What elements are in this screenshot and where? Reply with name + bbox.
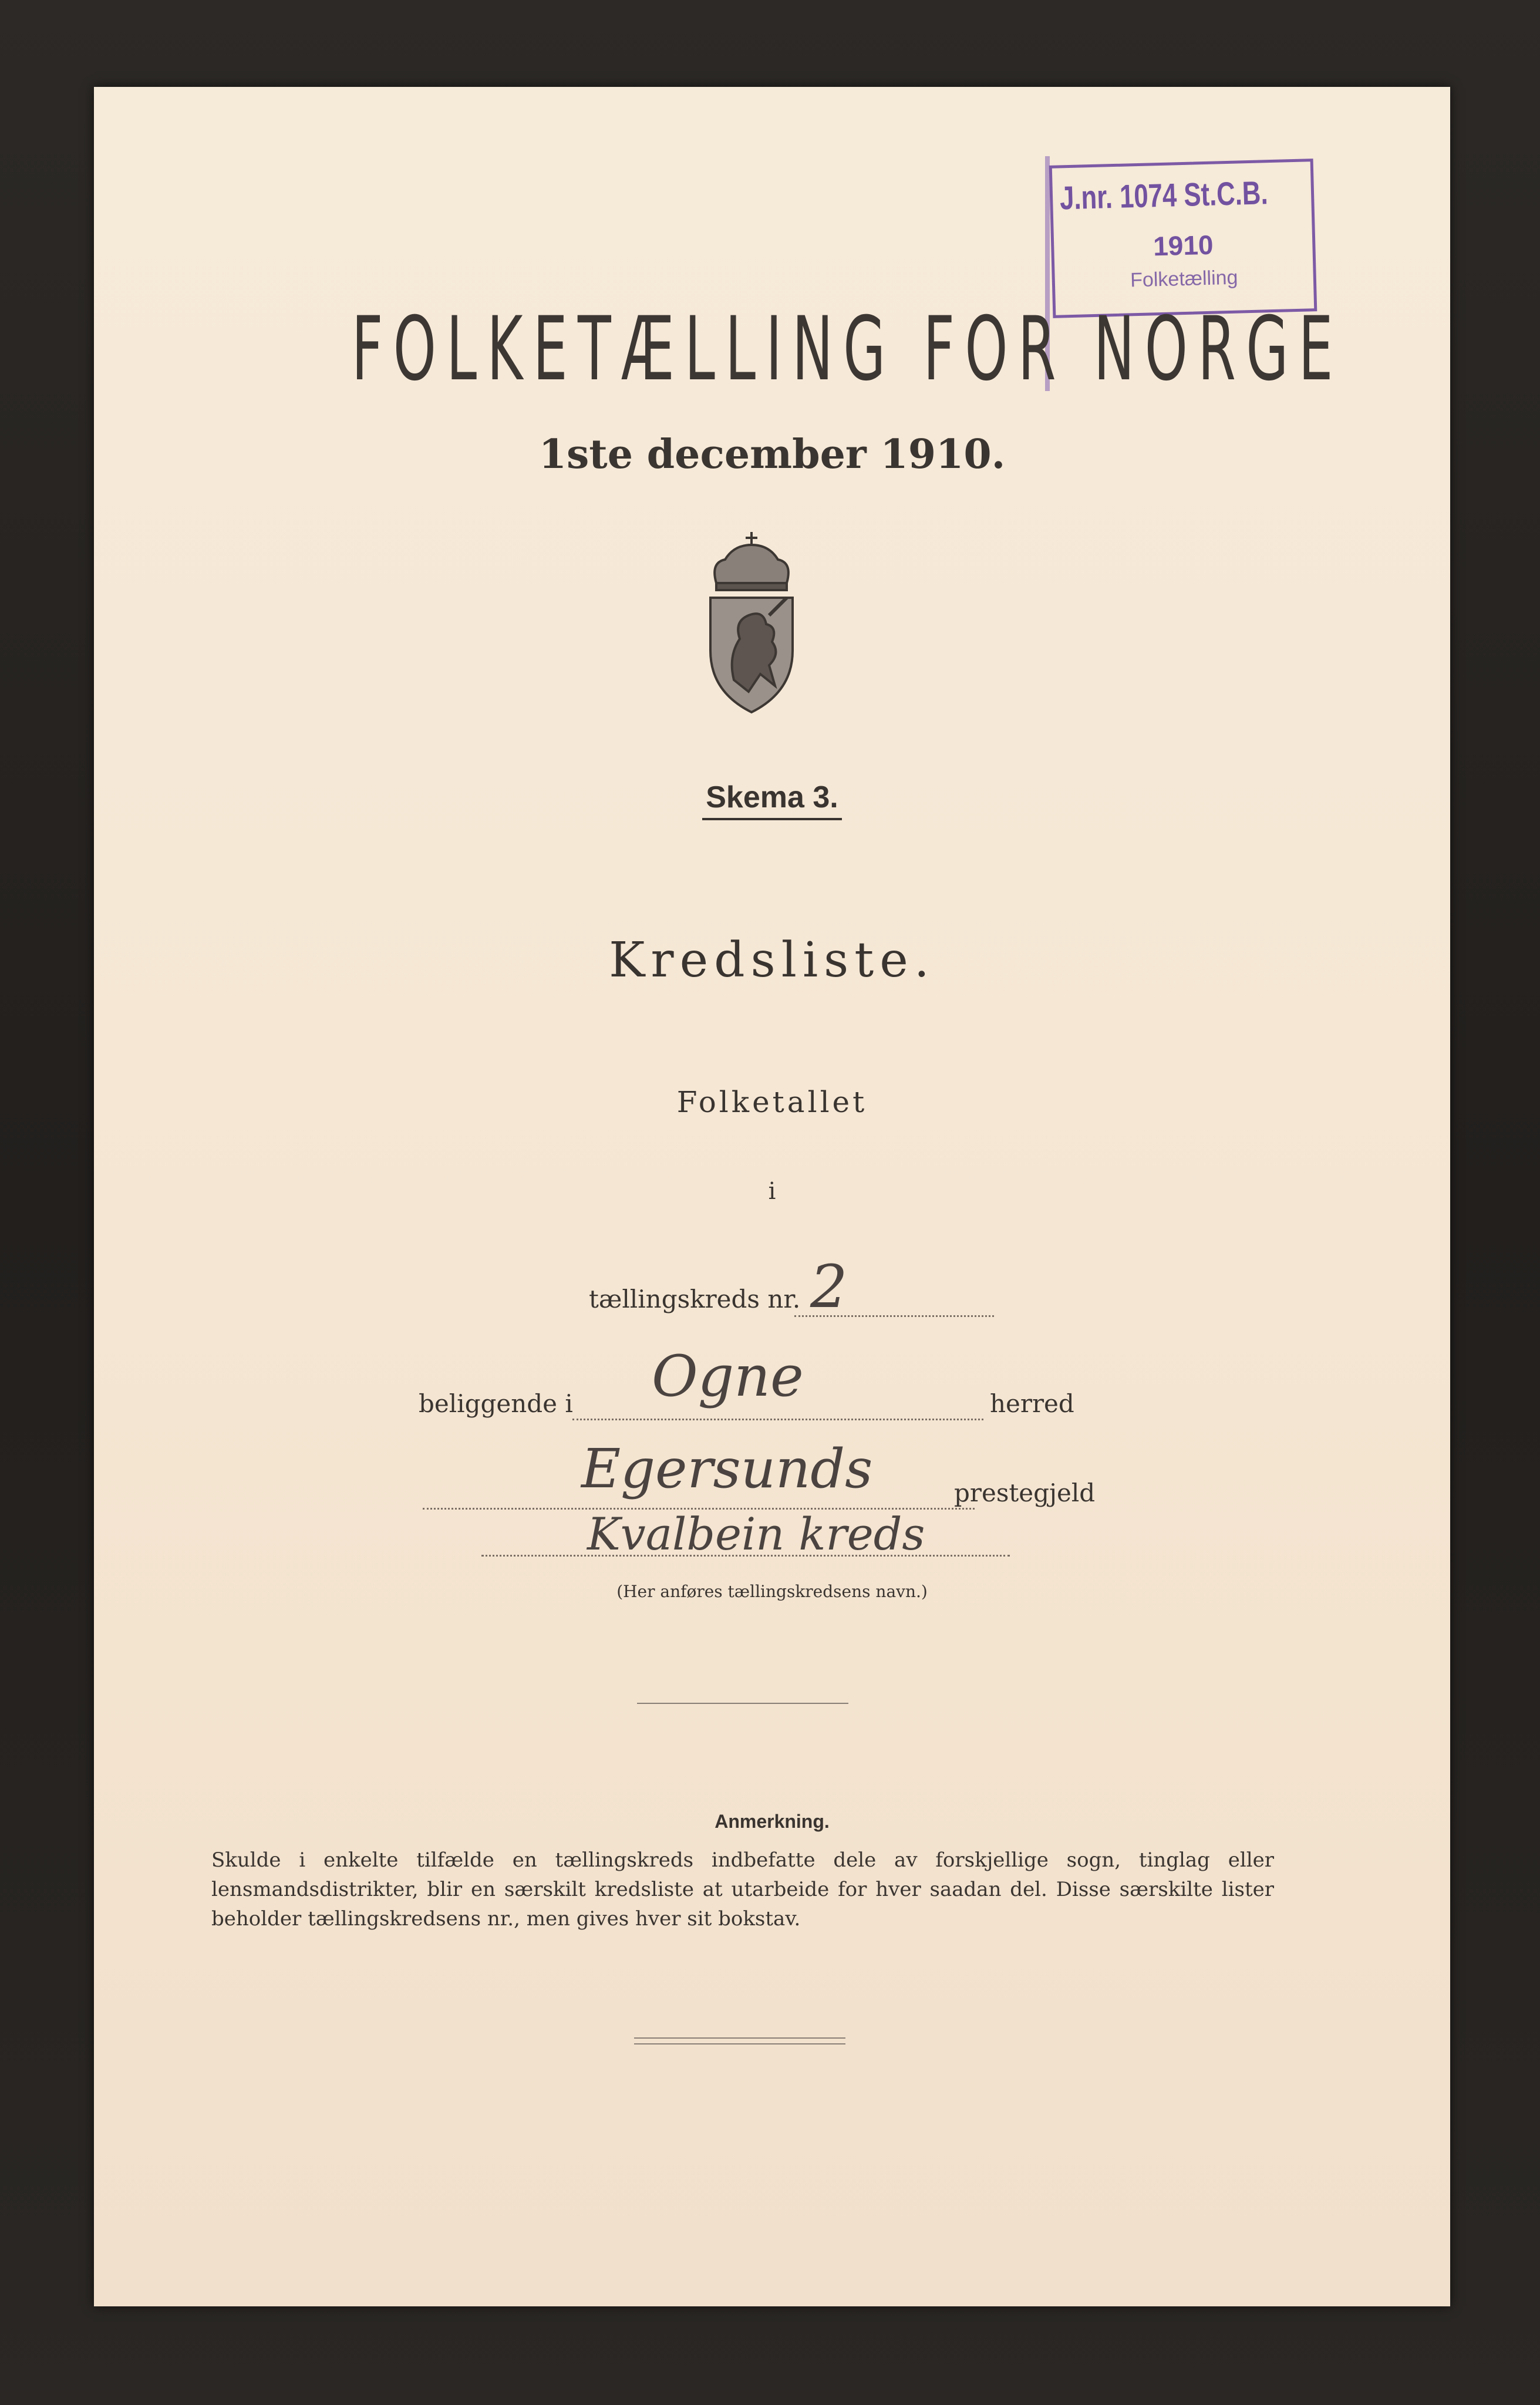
municipality-label: herred [990, 1389, 1074, 1418]
parish-name: Egersunds [581, 1437, 873, 1500]
schema-number [94, 780, 1450, 815]
divider-bottom-2 [634, 2043, 845, 2044]
municipality-fill-line [572, 1419, 983, 1420]
form-title: FOLKETÆLLING FOR NORGE [351, 298, 1343, 400]
census-district-number: 2 [810, 1252, 848, 1321]
census-form-page [94, 87, 1450, 2306]
located-in-label: beliggende i [419, 1389, 573, 1418]
note-heading: Anmerkning. [715, 1811, 830, 1832]
preposition-i: i [768, 1178, 776, 1205]
population-label: Folketallet [676, 1085, 868, 1119]
district-name: Kvalbein kreds [587, 1508, 925, 1560]
schema-label: Skema 3. [702, 780, 842, 820]
district-name-hint: (Her anføres tællingskredsens navn.) [616, 1582, 928, 1601]
divider-bottom-1 [634, 2037, 845, 2039]
parish-label: prestegjeld [954, 1478, 1096, 1507]
divider-top [637, 1703, 848, 1704]
stamp-year: 1910 [1153, 229, 1214, 262]
list-heading: Kredsliste. [609, 932, 935, 988]
municipality-name: Ogne [652, 1343, 804, 1409]
norwegian-coat-of-arms-icon [693, 527, 810, 721]
census-district-label: tællingskreds nr. [589, 1285, 801, 1313]
form-date: 1ste december 1910. [538, 431, 1006, 478]
note-body: Skulde i enkelte tilfælde en tællingskreds indbefatte dele av forskjellige sogn, tinglag eller lensmandsdistrikter, blir en særskilt kredsliste at utarbeide for hver saadan del. Disse særskilte lister beholder tællingskredsens nr., men gives hver sit bokstav. [211, 1848, 1274, 1931]
stamp-journal-number: J.nr. 1074 St.C.B. [1059, 174, 1269, 217]
registry-stamp [1049, 159, 1317, 318]
stamp-department: Folketælling [1130, 266, 1238, 292]
